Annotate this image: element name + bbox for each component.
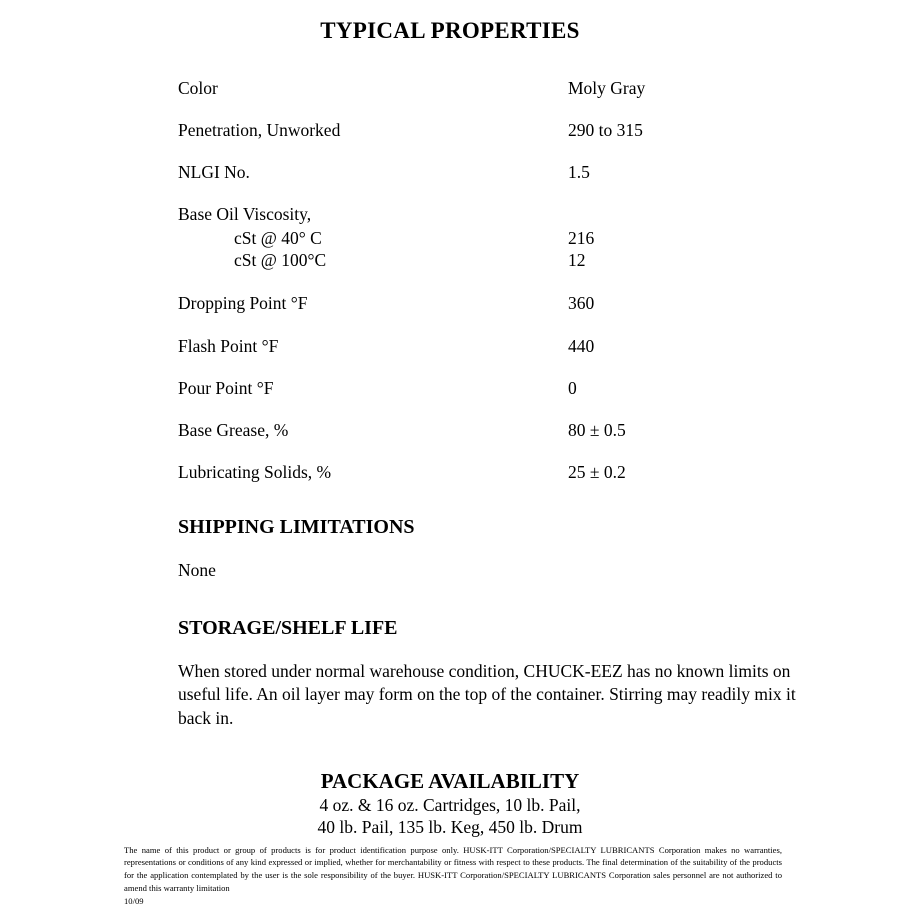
section-heading: PACKAGE AVAILABILITY [320,768,580,793]
package-availability-section [0,769,900,840]
disclaimer-date: 10/09 [124,896,144,907]
property-value: 1.5 [568,162,590,183]
property-value: 12 [568,250,586,271]
property-value: Moly Gray [568,78,646,98]
storage-shelf-life-section [0,617,900,731]
property-value: 290 to 315 [568,120,643,141]
table-row [178,228,900,249]
package-line-1: 4 oz. & 16 oz. Cartridges, 10 lb. Pail, [319,794,581,815]
table-row [178,120,900,140]
property-value: 80 ± 0.5 [568,419,626,440]
document-page [0,18,900,918]
table-row [178,78,900,98]
section-heading: SHIPPING LIMITATIONS [178,516,415,538]
property-label: Base Grease, % [178,419,289,440]
property-label: NLGI No. [178,162,250,183]
page-title: TYPICAL PROPERTIES [320,18,580,43]
property-value: 360 [568,293,595,314]
shipping-limitations-section [0,516,900,583]
table-row [178,420,900,440]
property-value: 0 [568,377,577,398]
disclaimer-text: The name of this product or group of products is for product identification purpose only. HUSK-ITT Corporation/SPECIALTY LUBRICANTS Corporation makes no warranties, representations or conditions of any kind expressed or implied, whether for merchantability or fitness with respect to these products. The final determination of the suitability of the products for the application contemplated by the user is the sole responsibility of the buyer. HUSK-ITT Corporation/SPECIALTY LUBRICANTS Corporation sales personnel are not authorized to amend this warranty limitation [124,844,782,894]
table-row [178,462,900,482]
property-label: cSt @ 100°C [234,250,327,271]
typical-properties-table [0,78,900,482]
section-body: None [178,560,216,580]
property-value: 216 [568,228,595,249]
property-value: 25 ± 0.2 [568,461,626,482]
property-label: Flash Point °F [178,335,279,356]
section-heading: STORAGE/SHELF LIFE [178,616,398,639]
package-line-2: 40 lb. Pail, 135 lb. Keg, 450 lb. Drum [317,817,583,838]
property-label: Dropping Point °F [178,293,308,314]
disclaimer [124,844,782,908]
table-row [178,293,900,313]
property-label: Color [178,78,218,98]
property-value: 440 [568,335,595,356]
property-label: Penetration, Unworked [178,120,341,141]
table-row [178,378,900,398]
property-label: Lubricating Solids, % [178,461,332,482]
table-row [178,162,900,182]
property-label: cSt @ 40° C [234,228,322,249]
viscosity-heading: Base Oil Viscosity, [178,204,312,225]
base-oil-viscosity-group [178,204,900,271]
property-label: Pour Point °F [178,377,274,398]
table-row [178,250,900,271]
section-body: When stored under normal warehouse condition, CHUCK-EEZ has no known limits on useful life. An oil layer may form on the top of the container. Stirring may readily mix it back in. [178,660,796,728]
table-row [178,336,900,356]
